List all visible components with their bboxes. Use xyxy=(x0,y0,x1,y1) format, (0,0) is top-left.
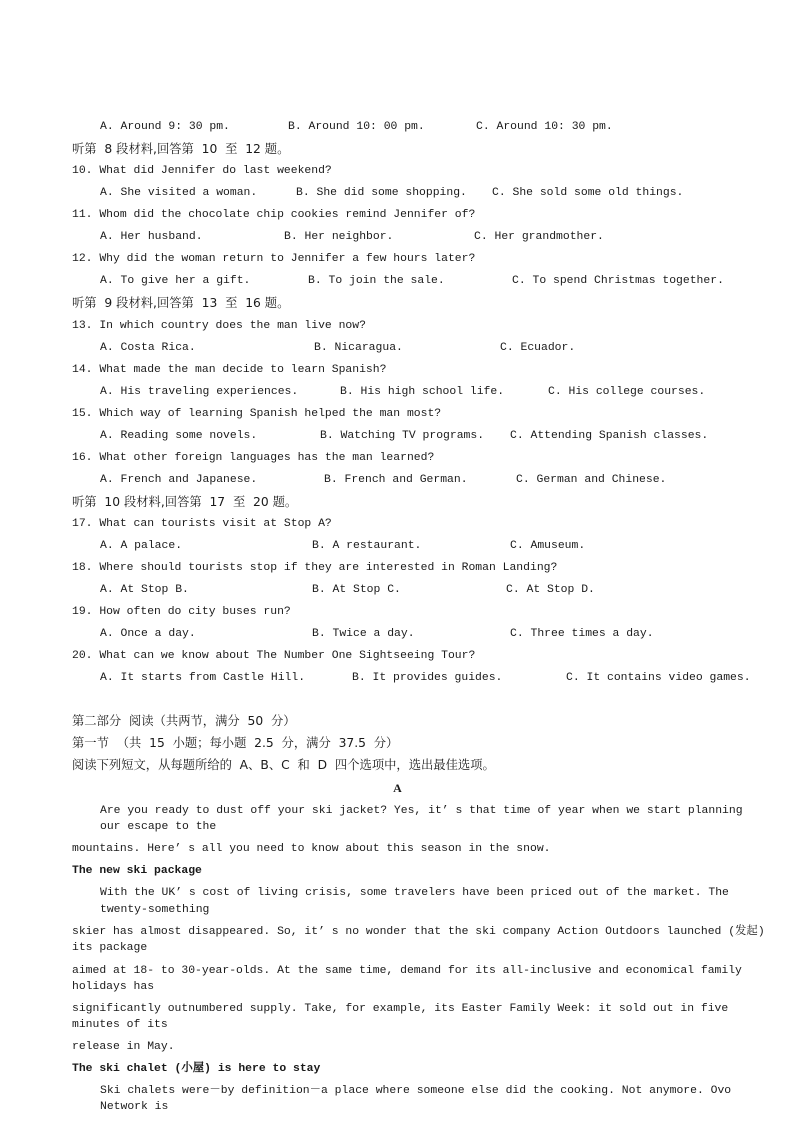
option-a: A. His traveling experiences. xyxy=(100,386,299,398)
paragraph-line: Are you ready to dust off your ski jacket? Yes, it’ s that time of year when we start planning xyxy=(100,805,743,817)
paragraph-line: mountains. Here’ s all you need to know about this season in the snow. xyxy=(72,843,551,855)
paragraph-line: significantly outnumbered supply. Take, for example, its Easter Family Week: it sold out in five xyxy=(72,1003,729,1015)
paragraph-line: skier has almost disappeared. So, it’ s no wonder that the ski company Action Outdoors launched (发起) xyxy=(72,926,765,938)
option-a: A. It starts from Castle Hill. xyxy=(100,672,306,684)
question-17: 17. What can tourists visit at Stop A? xyxy=(72,518,332,530)
option-c: C. Attending Spanish classes. xyxy=(510,430,709,442)
option-a: A. Her husband. xyxy=(100,231,203,243)
option-b: B. Her neighbor. xyxy=(284,231,394,243)
option-b: B. Watching TV programs. xyxy=(320,430,485,442)
option-b: B. Twice a day. xyxy=(312,628,415,640)
option-c: C. Her grandmother. xyxy=(474,231,604,243)
option-c: C. Around 10: 30 pm. xyxy=(476,121,613,133)
paragraph-line: minutes of its xyxy=(72,1019,168,1031)
option-a: A. To give her a gift. xyxy=(100,275,251,287)
paragraph-line: release in May. xyxy=(72,1041,175,1053)
question-11: 11. Whom did the chocolate chip cookies remind Jennifer of? xyxy=(72,209,476,221)
question-14: 14. What made the man decide to learn Spanish? xyxy=(72,364,387,376)
option-c: C. Amuseum. xyxy=(510,540,586,552)
paragraph-line: its package xyxy=(72,942,148,954)
question-20: 20. What can we know about The Number One Sightseeing Tour? xyxy=(72,650,476,662)
option-c: C. At Stop D. xyxy=(506,584,595,596)
paragraph-line: Network is xyxy=(100,1101,169,1113)
passage-letter: A xyxy=(393,781,402,795)
option-a: A. Reading some novels. xyxy=(100,430,258,442)
option-c: C. It contains video games. xyxy=(566,672,751,684)
question-19: 19. How often do city buses run? xyxy=(72,606,291,618)
paragraph-line: aimed at 18- to 30-year-olds. At the same time, demand for its all-inclusive and economical family xyxy=(72,965,742,977)
option-a: A. French and Japanese. xyxy=(100,474,258,486)
option-a: A. She visited a woman. xyxy=(100,187,258,199)
option-a: A. A palace. xyxy=(100,540,183,552)
subheading-ski-package: The new ski package xyxy=(72,865,202,877)
question-15: 15. Which way of learning Spanish helped the man most? xyxy=(72,408,442,420)
option-c: C. German and Chinese. xyxy=(516,474,667,486)
question-16: 16. What other foreign languages has the man learned? xyxy=(72,452,435,464)
option-b: B. A restaurant. xyxy=(312,540,422,552)
option-b: B. At Stop C. xyxy=(312,584,401,596)
option-c: C. His college courses. xyxy=(548,386,706,398)
option-b: B. To join the sale. xyxy=(308,275,445,287)
paragraph-line: twenty-something xyxy=(100,904,210,916)
option-b: B. Around 10: 00 pm. xyxy=(288,121,425,133)
section-one-heading: 第一节 （共 15 小题；每小题 2.5 分，满分 37.5 分） xyxy=(72,736,399,750)
option-c: C. To spend Christmas together. xyxy=(512,275,724,287)
question-12: 12. Why did the woman return to Jennifer a few hours later? xyxy=(72,253,476,265)
option-a: A. At Stop B. xyxy=(100,584,189,596)
paragraph-line: holidays has xyxy=(72,981,155,993)
option-b: B. She did some shopping. xyxy=(296,187,467,199)
subheading-ski-chalet: The ski chalet (小屋) is here to stay xyxy=(72,1063,321,1075)
option-c: C. Ecuador. xyxy=(500,342,576,354)
option-b: B. French and German. xyxy=(324,474,468,486)
section-instruction-8: 听第 8 段材料,回答第 10 至 12 题。 xyxy=(72,142,290,156)
paragraph-line: With the UK’ s cost of living crisis, some travelers have been priced out of the market. The xyxy=(100,887,729,899)
option-a: A. Around 9: 30 pm. xyxy=(100,121,230,133)
section-instruction-10: 听第 10 段材料,回答第 17 至 20 题。 xyxy=(72,495,298,509)
question-10: 10. What did Jennifer do last weekend? xyxy=(72,165,332,177)
paragraph-line: our escape to the xyxy=(100,821,217,833)
option-b: B. His high school life. xyxy=(340,386,505,398)
question-13: 13. In which country does the man live now? xyxy=(72,320,366,332)
option-a: A. Once a day. xyxy=(100,628,196,640)
option-a: A. Costa Rica. xyxy=(100,342,196,354)
option-c: C. Three times a day. xyxy=(510,628,654,640)
question-18: 18. Where should tourists stop if they are interested in Roman Landing? xyxy=(72,562,558,574)
section-instruction-9: 听第 9 段材料,回答第 13 至 16 题。 xyxy=(72,296,290,310)
reading-instructions: 阅读下列短文，从每题所给的 A、B、C 和 D 四个选项中，选出最佳选项。 xyxy=(72,758,495,772)
part-two-heading: 第二部分 阅读（共两节，满分 50 分） xyxy=(72,714,296,728)
option-b: B. Nicaragua. xyxy=(314,342,403,354)
option-b: B. It provides guides. xyxy=(352,672,503,684)
paragraph-line: Ski chalets were－by definition－a place where someone else did the cooking. Not anymore. Ovo xyxy=(100,1085,732,1097)
option-c: C. She sold some old things. xyxy=(492,187,684,199)
